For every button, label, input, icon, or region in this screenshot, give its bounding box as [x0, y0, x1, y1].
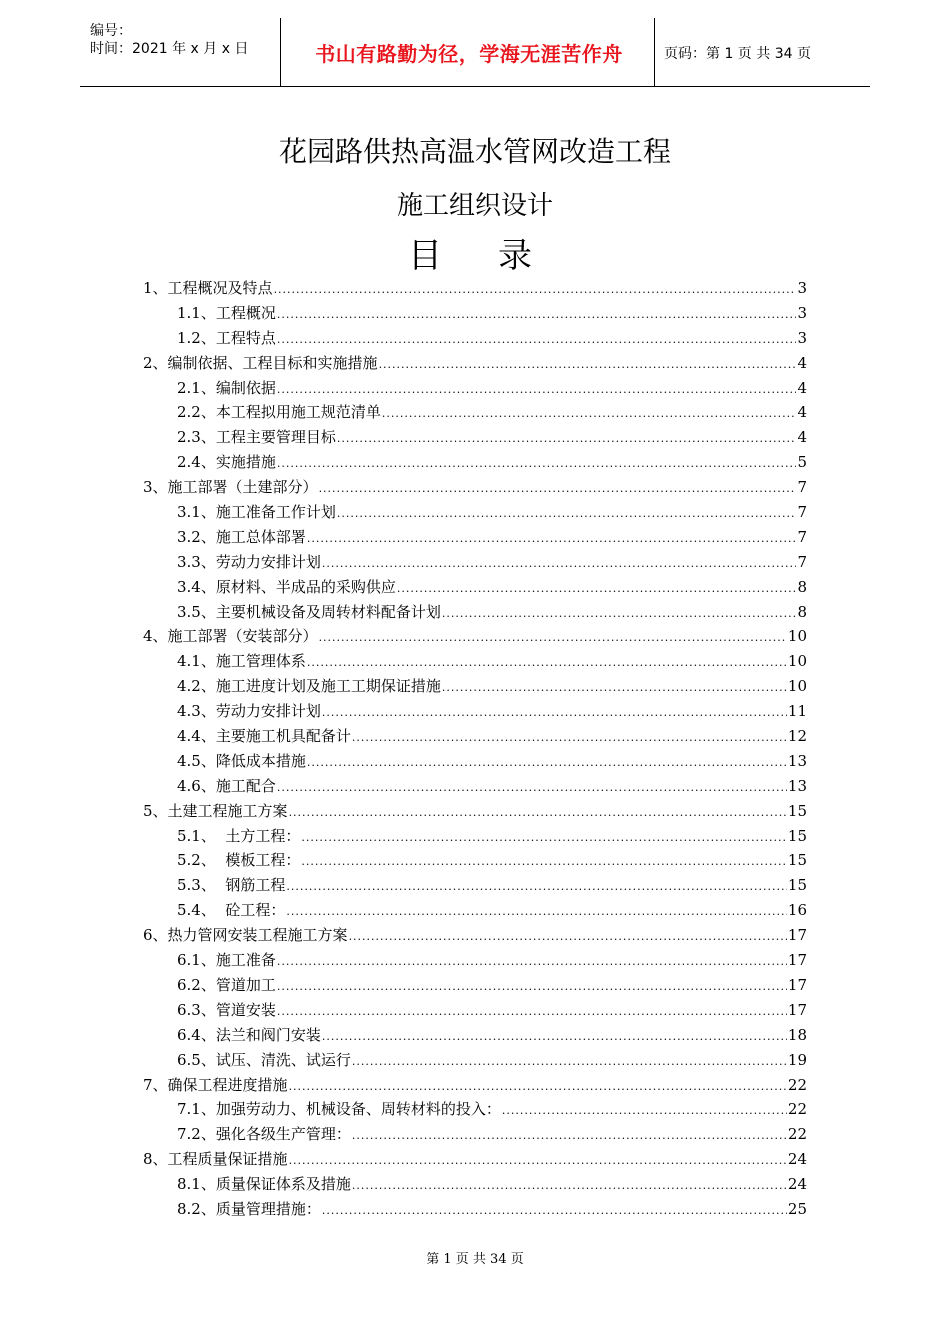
toc-entry-title: 劳动力安排计划	[215, 552, 321, 571]
toc-dot-leader	[289, 801, 787, 826]
toc-entry-number: 6.5、	[177, 1050, 216, 1069]
toc-entry-title: 编制依据、工程目标和实施措施	[167, 353, 378, 372]
toc-entry-number: 5、	[143, 801, 168, 820]
toc-entry[interactable]	[143, 749, 807, 774]
toc-entry-page: 22	[787, 1075, 807, 1094]
toc-entry-number: 4、	[143, 627, 168, 646]
toc-entry-title: 砼工程：	[215, 901, 286, 920]
toc-dot-leader	[322, 1025, 787, 1050]
toc-entry-number: 4.3、	[177, 702, 216, 721]
toc-entry[interactable]	[143, 973, 807, 998]
toc-dot-leader	[319, 477, 797, 502]
toc-entry-page: 17	[787, 975, 807, 994]
toc-dot-leader	[307, 651, 787, 676]
toc-entry[interactable]	[143, 326, 807, 351]
toc-entry[interactable]	[143, 276, 807, 301]
toc-entry-page: 7	[797, 503, 807, 522]
toc-entry[interactable]	[143, 550, 807, 575]
toc-entry-title: 质量管理措施：	[215, 1199, 321, 1218]
toc-dot-leader	[442, 676, 787, 701]
toc-entry-title: 原材料、半成品的采购供应	[215, 577, 396, 596]
toc-dot-leader	[442, 602, 797, 627]
toc-entry[interactable]	[143, 799, 807, 824]
toc-entry-title: 确保工程进度措施	[167, 1075, 288, 1094]
toc-entry-page: 4	[797, 403, 807, 422]
toc-entry-title: 热力管网安装工程施工方案	[167, 926, 348, 945]
toc-entry-number: 3、	[143, 478, 168, 497]
toc-entry[interactable]	[143, 923, 807, 948]
toc-entry-title: 施工总体部署	[215, 527, 306, 546]
toc-entry[interactable]	[143, 1097, 807, 1122]
toc-entry-page: 16	[787, 901, 807, 920]
toc-dot-leader	[289, 1149, 787, 1174]
toc-entry[interactable]	[143, 600, 807, 625]
toc-entry-page: 10	[787, 652, 807, 671]
toc-dot-leader	[352, 1050, 787, 1075]
page-header	[80, 18, 870, 87]
toc-entry[interactable]	[143, 649, 807, 674]
toc-entry-number: 2.4、	[177, 453, 216, 472]
toc-entry-title: 管道安装	[215, 1000, 276, 1019]
toc-entry-number: 3.5、	[177, 602, 216, 621]
toc-entry-number: 6、	[143, 926, 168, 945]
toc-entry-page: 13	[787, 776, 807, 795]
toc-dot-leader	[301, 850, 787, 875]
toc-heading: 目录	[408, 236, 588, 276]
toc-entry-page: 24	[787, 1150, 807, 1169]
toc-dot-leader	[289, 1075, 787, 1100]
toc-entry-page: 13	[787, 751, 807, 770]
toc-dot-leader	[274, 278, 797, 303]
toc-entry-page: 3	[797, 303, 807, 322]
toc-entry-number: 4.1、	[177, 652, 216, 671]
toc-dot-leader	[397, 577, 797, 602]
toc-entry-number: 6.3、	[177, 1000, 216, 1019]
page-footer: 第 1 页 共 34 页	[426, 1252, 524, 1267]
toc-entry-page: 8	[797, 602, 807, 621]
toc-entry-page: 7	[797, 552, 807, 571]
toc-entry-page: 15	[787, 801, 807, 820]
toc-entry[interactable]	[143, 376, 807, 401]
toc-entry-number: 3.1、	[177, 503, 216, 522]
toc-entry-number: 3.3、	[177, 552, 216, 571]
header-page-info: 页码：第 1 页 共 34 页	[664, 46, 811, 62]
toc-dot-leader	[277, 303, 797, 328]
toc-entry[interactable]	[143, 998, 807, 1023]
toc-dot-leader	[337, 427, 797, 452]
toc-dot-leader	[337, 502, 797, 527]
toc-entry[interactable]	[143, 425, 807, 450]
toc-dot-leader	[286, 875, 787, 900]
toc-entry-title: 工程特点	[215, 328, 276, 347]
toc-entry-title: 主要施工机具配备计	[215, 727, 351, 746]
toc-entry-title: 钢筋工程	[215, 876, 286, 895]
toc-entry-page: 10	[787, 677, 807, 696]
toc-entry-number: 6.2、	[177, 975, 216, 994]
toc-entry-page: 12	[787, 727, 807, 746]
toc-entry-number: 5.2、	[177, 851, 216, 870]
toc-entry-title: 试压、清洗、试运行	[215, 1050, 351, 1069]
toc-entry-page: 4	[797, 378, 807, 397]
toc-entry-title: 强化各级生产管理：	[215, 1125, 351, 1144]
toc-entry-page: 4	[797, 353, 807, 372]
toc-entry-page: 19	[787, 1050, 807, 1069]
toc-entry-page: 15	[787, 876, 807, 895]
toc-entry-title: 施工准备工作计划	[215, 503, 336, 522]
toc-entry-page: 22	[787, 1100, 807, 1119]
toc-dot-leader	[322, 701, 787, 726]
toc-entry-page: 17	[787, 951, 807, 970]
toc-entry-number: 4.5、	[177, 751, 216, 770]
toc-entry-page: 15	[787, 851, 807, 870]
toc-entry-title: 主要机械设备及周转材料配备计划	[215, 602, 441, 621]
toc-entry[interactable]	[143, 525, 807, 550]
toc-entry-title: 施工部署（安装部分）	[167, 627, 318, 646]
toc-entry-number: 2.1、	[177, 378, 216, 397]
toc-entry-title: 工程主要管理目标	[215, 428, 336, 447]
header-divider	[280, 18, 281, 86]
toc-entry-number: 5.3、	[177, 876, 216, 895]
toc-entry-page: 17	[787, 926, 807, 945]
document-title: 花园路供热高温水管网改造工程	[278, 135, 671, 168]
toc-entry-page: 24	[787, 1175, 807, 1194]
toc-dot-leader	[277, 378, 797, 403]
toc-entry-page: 7	[797, 527, 807, 546]
toc-dot-leader	[502, 1099, 787, 1124]
toc-entry-page: 8	[797, 577, 807, 596]
toc-dot-leader	[322, 1199, 787, 1224]
toc-dot-leader	[277, 328, 797, 353]
toc-entry-page: 15	[787, 826, 807, 845]
toc-entry[interactable]	[143, 1172, 807, 1197]
header-motto: 书山有路勤为径，学海无涯苦作舟	[315, 42, 623, 66]
toc-entry-page: 25	[787, 1199, 807, 1218]
toc-entry[interactable]	[143, 898, 807, 923]
toc-entry[interactable]	[143, 1023, 807, 1048]
toc-entry-title: 管道加工	[215, 975, 276, 994]
toc-entry-page: 3	[797, 279, 807, 297]
toc-entry-number: 5.4、	[177, 901, 216, 920]
header-meta	[90, 22, 280, 58]
toc-entry-page: 11	[787, 702, 807, 721]
number-label: 编号：	[90, 23, 132, 39]
toc-entry-page: 22	[787, 1125, 807, 1144]
toc-entry-title: 加强劳动力、机械设备、周转材料的投入：	[215, 1100, 501, 1119]
toc-entry[interactable]	[143, 848, 807, 873]
time-label: 时间：2021 年 x 月 x 日	[90, 41, 249, 57]
toc-entry-title: 土方工程：	[215, 826, 301, 845]
toc-dot-leader	[307, 751, 787, 776]
toc-entry[interactable]	[143, 575, 807, 600]
toc-entry-page: 10	[787, 627, 807, 646]
toc-entry-title: 施工配合	[215, 776, 276, 795]
toc-entry-title: 工程概况	[215, 303, 276, 322]
toc-entry-title: 施工准备	[215, 951, 276, 970]
toc-entry[interactable]	[143, 1122, 807, 1147]
toc-entry-number: 1、	[143, 279, 168, 297]
toc-entry-page: 17	[787, 1000, 807, 1019]
toc-entry[interactable]	[143, 475, 807, 500]
toc-entry-number: 2、	[143, 353, 168, 372]
toc-dot-leader	[277, 950, 787, 975]
toc-entry[interactable]	[143, 1073, 807, 1098]
toc-entry-page: 3	[797, 328, 807, 347]
toc-entry-title: 土建工程施工方案	[167, 801, 288, 820]
toc-entry-number: 3.2、	[177, 527, 216, 546]
toc-entry[interactable]	[143, 699, 807, 724]
toc-dot-leader	[352, 1124, 787, 1149]
toc-entry[interactable]	[143, 351, 807, 376]
toc-dot-leader	[307, 527, 797, 552]
toc-entry[interactable]	[143, 674, 807, 699]
toc-entry-title: 编制依据	[215, 378, 276, 397]
toc-entry[interactable]	[143, 1147, 807, 1172]
toc-entry-page: 5	[797, 453, 807, 472]
toc-entry-number: 8.1、	[177, 1175, 216, 1194]
toc-entry[interactable]	[143, 450, 807, 475]
toc-entry-number: 4.4、	[177, 727, 216, 746]
toc-dot-leader	[382, 402, 797, 427]
toc-entry-title: 劳动力安排计划	[215, 702, 321, 721]
toc-entry-title: 施工进度计划及施工工期保证措施	[215, 677, 441, 696]
toc-entry-number: 4.2、	[177, 677, 216, 696]
toc-entry[interactable]	[143, 301, 807, 326]
toc-entry-number: 6.1、	[177, 951, 216, 970]
toc-entry-title: 实施措施	[215, 453, 276, 472]
toc-dot-leader	[379, 353, 797, 378]
document-subtitle: 施工组织设计	[396, 191, 553, 221]
toc-entry-number: 2.2、	[177, 403, 216, 422]
toc-entry-title: 本工程拟用施工规范清单	[215, 403, 381, 422]
toc-entry[interactable]	[143, 774, 807, 799]
toc-dot-leader	[277, 776, 787, 801]
toc-entry[interactable]	[143, 824, 807, 849]
toc-entry-title: 法兰和阀门安装	[215, 1025, 321, 1044]
toc-entry-number: 1.1、	[177, 303, 216, 322]
toc-dot-leader	[349, 925, 787, 950]
toc-entry-page: 7	[797, 478, 807, 497]
toc-entry-number: 7、	[143, 1075, 168, 1094]
toc-entry[interactable]	[143, 400, 807, 425]
toc-dot-leader	[319, 626, 787, 651]
toc-entry-number: 6.4、	[177, 1025, 216, 1044]
toc-entry-number: 4.6、	[177, 776, 216, 795]
toc-entry[interactable]	[143, 724, 807, 749]
toc-entry[interactable]	[143, 624, 807, 649]
toc-dot-leader	[322, 552, 797, 577]
toc-entry-page: 18	[787, 1025, 807, 1044]
toc-entry-title: 工程质量保证措施	[167, 1150, 288, 1169]
toc-entry-number: 7.2、	[177, 1125, 216, 1144]
toc-dot-leader	[352, 726, 787, 751]
table-of-contents	[143, 276, 807, 1222]
toc-dot-leader	[277, 452, 797, 477]
toc-entry-number: 3.4、	[177, 577, 216, 596]
toc-entry[interactable]	[143, 500, 807, 525]
toc-entry-page: 4	[797, 428, 807, 447]
toc-entry-number: 8、	[143, 1150, 168, 1169]
toc-dot-leader	[277, 975, 787, 1000]
toc-entry[interactable]	[143, 1197, 807, 1222]
toc-entry-title: 工程概况及特点	[167, 279, 273, 297]
toc-entry-number: 5.1、	[177, 826, 216, 845]
toc-entry-number: 2.3、	[177, 428, 216, 447]
toc-entry-number: 7.1、	[177, 1100, 216, 1119]
toc-entry-title: 降低成本措施	[215, 751, 306, 770]
toc-entry[interactable]	[143, 1048, 807, 1073]
toc-entry-number: 8.2、	[177, 1199, 216, 1218]
toc-dot-leader	[352, 1174, 787, 1199]
toc-entry-title: 施工部署（土建部分）	[167, 478, 318, 497]
toc-dot-leader	[277, 1000, 787, 1025]
toc-dot-leader	[286, 900, 787, 925]
toc-dot-leader	[301, 826, 787, 851]
toc-entry[interactable]	[143, 948, 807, 973]
toc-entry-title: 质量保证体系及措施	[215, 1175, 351, 1194]
toc-entry-title: 施工管理体系	[215, 652, 306, 671]
toc-entry[interactable]	[143, 873, 807, 898]
toc-entry-title: 模板工程：	[215, 851, 301, 870]
header-divider	[654, 18, 655, 86]
toc-entry-number: 1.2、	[177, 328, 216, 347]
